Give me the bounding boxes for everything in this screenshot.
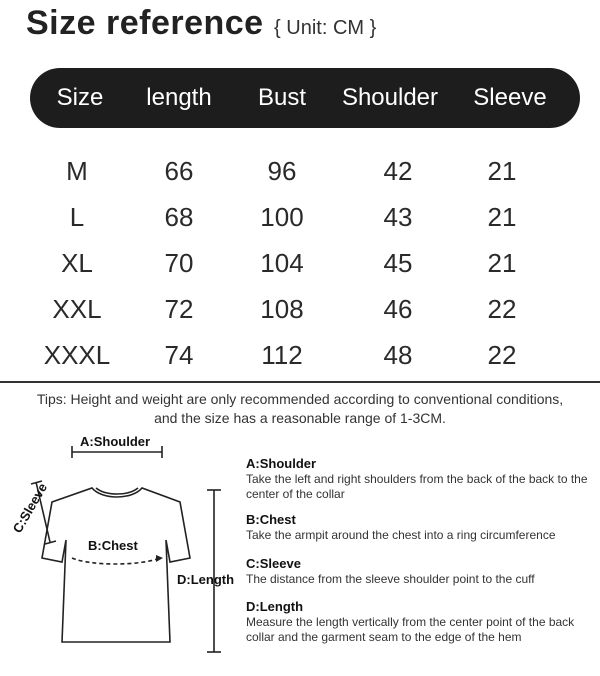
cell-shoulder: 43 — [383, 202, 413, 232]
length-label: D:Length — [177, 572, 235, 587]
section-divider — [0, 381, 600, 383]
header-size: Size — [56, 84, 104, 111]
table-row — [0, 240, 600, 286]
table-row — [0, 332, 600, 378]
cell-sleeve: 21 — [487, 156, 517, 186]
cell-bust: 96 — [267, 156, 297, 186]
page-title — [26, 4, 376, 43]
description-text: Measure the length vertically from the center point of the back collar and the garment seam to the edge of the hem — [246, 615, 575, 644]
header-sleeve: Sleeve — [473, 84, 547, 111]
cell-shoulder: 48 — [383, 340, 413, 370]
description-chest — [246, 512, 594, 543]
cell-size: L — [69, 202, 85, 232]
cell-sleeve: 21 — [487, 202, 517, 232]
cell-shoulder: 45 — [383, 248, 413, 278]
cell-length: 70 — [164, 248, 194, 278]
description-length — [246, 599, 594, 645]
cell-size: XXXL — [43, 340, 111, 370]
chest-label: B:Chest — [88, 538, 138, 553]
description-heading: B:Chest — [246, 512, 296, 527]
unit-label: { Unit: CM } — [274, 17, 377, 39]
table-row — [0, 286, 600, 332]
description-heading: A:Shoulder — [246, 456, 317, 471]
cell-bust: 112 — [261, 340, 303, 370]
description-text: Take the armpit around the chest into a ring circumference — [246, 528, 556, 542]
cell-length: 66 — [164, 156, 194, 186]
cell-sleeve: 22 — [487, 294, 517, 324]
cell-sleeve: 22 — [487, 340, 517, 370]
cell-bust: 108 — [260, 294, 304, 324]
table-row — [0, 148, 600, 194]
header-bust: Bust — [257, 84, 307, 111]
cell-size: M — [66, 156, 88, 186]
cell-length: 68 — [164, 202, 194, 232]
title-text: Size reference — [26, 4, 264, 42]
header-shoulder: Shoulder — [341, 84, 439, 111]
cell-bust: 100 — [260, 202, 304, 232]
shoulder-label: A:Shoulder — [80, 434, 151, 449]
sleeve-label: C:Sleeve — [9, 480, 51, 536]
cell-length: 74 — [164, 340, 194, 370]
cell-bust: 104 — [260, 248, 304, 278]
description-heading: D:Length — [246, 599, 304, 614]
cell-size: XXL — [52, 294, 102, 324]
description-sleeve — [246, 556, 594, 587]
description-text: Take the left and right shoulders from the back of the back to the center of the collar — [246, 472, 588, 501]
description-shoulder — [246, 456, 594, 502]
cell-shoulder: 46 — [383, 294, 413, 324]
table-header — [30, 68, 580, 128]
cell-size: XL — [61, 248, 93, 278]
header-length: length — [146, 84, 212, 111]
cell-length: 72 — [164, 294, 194, 324]
tips-text: Tips: Height and weight are only recommended according to conventional conditions, and the size has a reasonable range of 1-3CM. — [36, 391, 564, 426]
table-row — [0, 194, 600, 240]
description-heading: C:Sleeve — [246, 556, 301, 571]
description-text: The distance from the sleeve shoulder point to the cuff — [246, 572, 535, 586]
tshirt-diagram — [0, 430, 250, 670]
cell-shoulder: 42 — [383, 156, 413, 186]
cell-sleeve: 21 — [487, 248, 517, 278]
